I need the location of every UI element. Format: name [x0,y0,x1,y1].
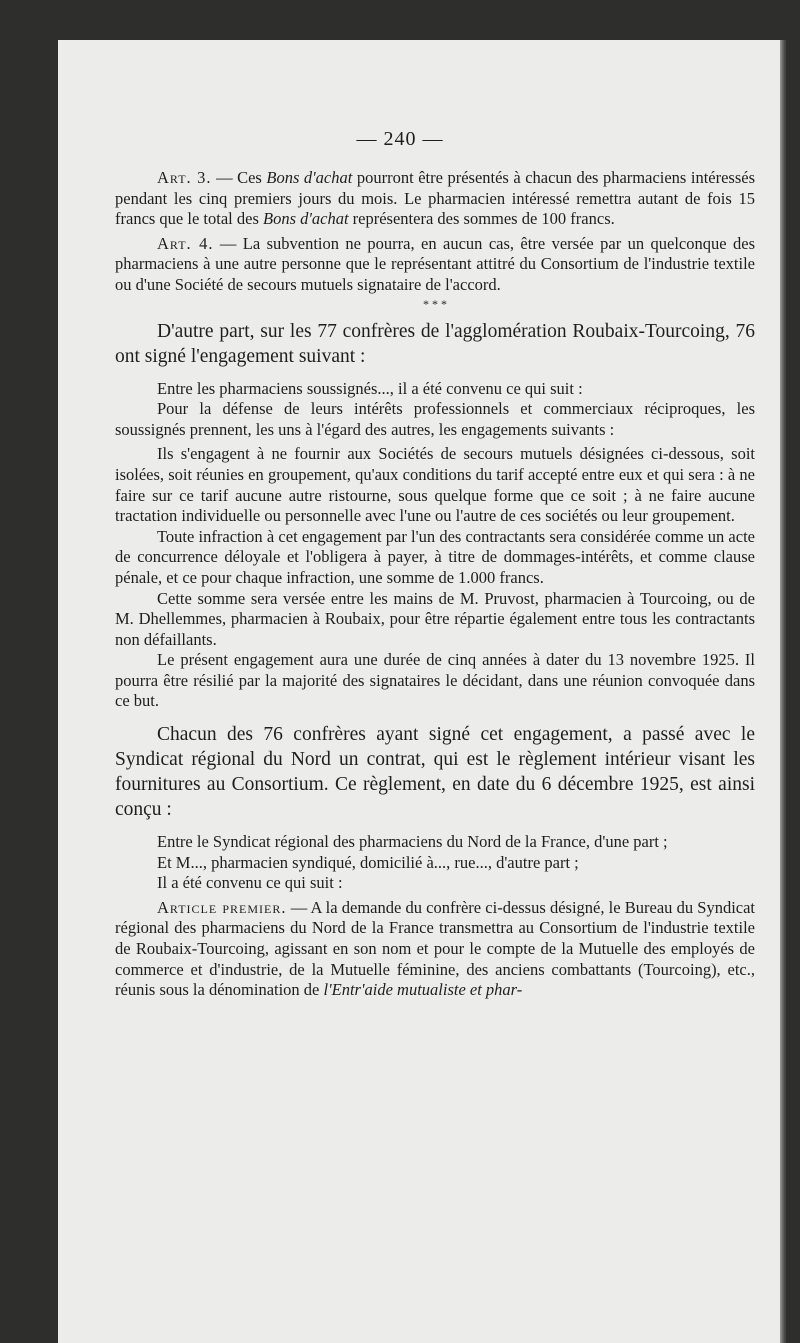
article-text: pourront être présentés à chacun des pharmaciens intéressés pendant les cinq premiers jours du mois. Le pharmacien intéressé remettra autant de fois 15 francs que le total des [115,168,756,229]
article-text: — La subvention ne pourra, en aucun cas, être versée par un quelconque des pharmaciens à une autre personne que le représentant attitré du Consortium de l'industrie textile ou d'une Société de secours mutuels signataire de l'accord. [115,233,755,294]
page-number: — 240 — [356,128,444,150]
paragraph: Cette somme sera versée entre les mains de M. Pruvost, pharmacien à Tourcoing, ou de M. Dhellemmes, pharmacien à Roubaix, pour être répartie également entre tous les contractants non défaillants. [115,588,755,649]
article-label: Article premier. [157,897,287,917]
paragraph: Ils s'engagent à ne fournir aux Sociétés de secours mutuels désignées ci-dessous, soit isolées, soit réunies en groupement, qu'aux conditions du tarif accepté entre eux et qui sera : à ne faire sur ce tarif aucune autre ristourne, sous quelque forme que ce soit ; à ne faire aucune tractation individuelle ou personnelle avec l'une ou l'autre de ces sociétés ou leur groupement. [115,444,755,526]
article-premier [115,898,755,1001]
paragraph: Entre le Syndicat régional des pharmaciens du Nord de la France, d'une part ; [157,832,668,852]
article-4 [115,234,755,296]
paragraph: Il a été convenu ce qui suit : [157,873,343,893]
article-text: — A la demande du confrère ci-dessus désigné, le Bureau du Syndicat régional des pharmaciens du Nord de la France transmettra au Consortium de l'industrie textile de Roubaix-Tourcoing, agissant en son nom et pour le compte de la Mutuelle des employés de commerce et d'industrie, de la Mutuelle féminine, des anciens combattants (Tourcoing), etc., réunis sous la dénomination de [115,897,756,1000]
paragraph: Pour la défense de leurs intérêts professionnels et commerciaux réciproques, les soussignés prennent, les uns à l'égard des autres, les engagements suivants : [115,399,755,439]
paragraph-intro: D'autre part, sur les 77 confrères de l'agglomération Roubaix-Tourcoing, 76 ont signé l'engagement suivant : [115,320,755,367]
article-text: — Ces [211,168,267,187]
paragraph: Toute infraction à cet engagement par l'un des contractants sera considérée comme un acte de concurrence déloyale et l'obligera à payer, à titre de dommages-intérêts, et comme clause pénale, et ce pour chaque infraction, une somme de 1.000 francs. [115,526,755,587]
paragraph: Et M..., pharmacien syndiqué, domicilié à..., rue..., d'autre part ; [157,852,579,872]
article-label: Art. 4. [157,233,214,253]
article-label: Art. 3. [157,168,212,187]
article-italic: Bons d'achat [262,209,349,229]
article-italic: l'Entr'aide mutualiste et phar- [323,980,523,1000]
paragraph: Entre les pharmaciens soussignés..., il a été convenu ce qui suit : [157,378,583,398]
article-3 [115,168,755,230]
page-body [115,168,755,1001]
article-text: représentera des sommes de 100 francs. [348,209,615,229]
paragraph-contract: Chacun des 76 confrères ayant signé cet engagement, a passé avec le Syndicat régional du Nord un contrat, qui est le règlement intérieur visant les fournitures au Consortium. Ce règlement, en date du 6 décembre 1925, est ainsi conçu : [115,724,755,821]
section-separator: * * * [423,296,447,311]
article-italic: Bons d'achat [266,168,353,187]
page-edge [780,40,786,1343]
paragraph: Le présent engagement aura une durée de cinq années à dater du 13 novembre 1925. Il pourra être résilié par la majorité des signataires le décidant, dans une réunion convoquée dans ce but. [115,650,755,711]
